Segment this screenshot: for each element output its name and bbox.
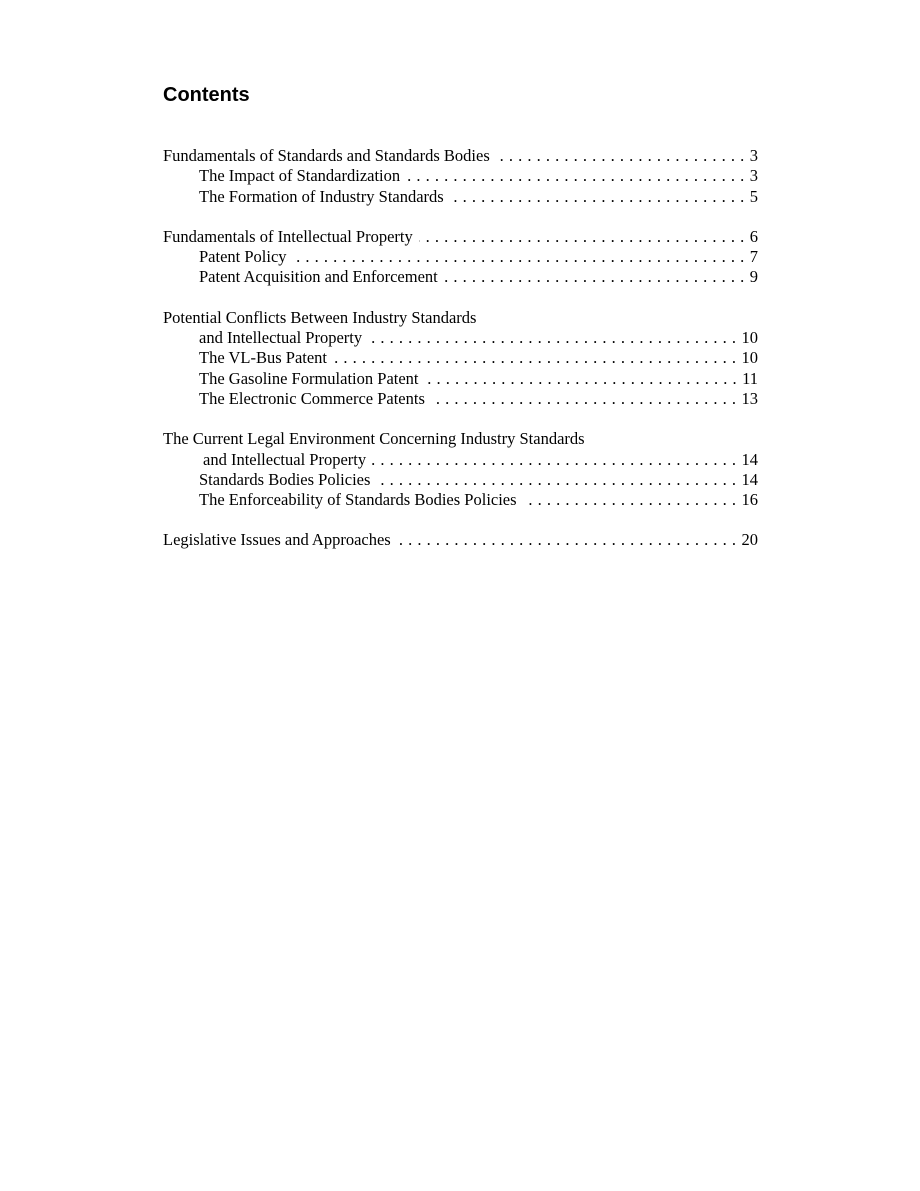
toc-entry-title: Potential Conflicts Between Industry Standards xyxy=(163,307,477,327)
toc-entry-title: Patent Acquisition and Enforcement xyxy=(199,267,438,287)
toc-subentry[interactable] xyxy=(163,166,758,186)
dot-leader xyxy=(406,166,745,186)
page-title: Contents xyxy=(163,84,250,106)
toc-subentry[interactable] xyxy=(163,490,758,510)
toc-entry-page: 11 xyxy=(742,368,758,388)
toc-entry-page: 5 xyxy=(749,186,758,206)
dot-leader xyxy=(496,146,745,166)
toc-entry-page: 9 xyxy=(749,267,758,287)
toc-subentry[interactable] xyxy=(163,389,758,409)
toc-entry-page: 20 xyxy=(741,530,758,550)
toc-entry[interactable] xyxy=(163,429,758,449)
dot-leader xyxy=(523,490,737,510)
toc-entry-title: Fundamentals of Standards and Standards Bodies xyxy=(163,146,490,165)
toc-entry-page: 10 xyxy=(741,328,758,348)
toc-entry-title: The VL-Bus Patent xyxy=(199,348,328,368)
toc-entry-continuation[interactable] xyxy=(163,450,758,470)
toc-entry-title: The Electronic Commerce Patents xyxy=(199,388,425,408)
toc-entry-title: The Enforceability of Standards Bodies Policies xyxy=(199,490,517,510)
toc-subentry[interactable] xyxy=(163,470,758,490)
toc-section xyxy=(163,308,758,409)
dot-leader xyxy=(376,470,736,490)
dot-leader xyxy=(397,530,737,550)
toc-entry-title: The Impact of Standardization xyxy=(199,166,401,186)
toc-section xyxy=(163,146,758,207)
toc-entry[interactable] xyxy=(163,146,758,166)
toc-entry-page: 6 xyxy=(749,226,758,246)
toc-entry-page: 14 xyxy=(741,469,758,489)
toc-entry-continuation[interactable] xyxy=(163,328,758,348)
toc-entry-page: 16 xyxy=(741,490,758,510)
toc-subentry[interactable] xyxy=(163,348,758,368)
toc-entry-title: The Formation of Industry Standards xyxy=(199,186,444,206)
toc-entry-page: 7 xyxy=(749,247,758,267)
toc-entry[interactable] xyxy=(163,227,758,247)
toc-subentry[interactable] xyxy=(163,267,758,287)
toc-entry-title: The Gasoline Formulation Patent xyxy=(199,368,419,388)
toc-entry-title: and Intellectual Property xyxy=(199,328,363,348)
dot-leader xyxy=(333,348,736,368)
table-of-contents xyxy=(163,146,758,571)
toc-entry[interactable] xyxy=(163,530,758,550)
toc-entry-title: Fundamentals of Intellectual Property xyxy=(163,226,413,246)
toc-entry-title: Patent Policy xyxy=(199,247,287,267)
toc-section xyxy=(163,429,758,510)
toc-entry-title: and Intellectual Property xyxy=(203,449,367,469)
dot-leader xyxy=(293,247,745,267)
toc-entry-title: The Current Legal Environment Concerning Industry Standards xyxy=(163,429,585,449)
toc-entry[interactable] xyxy=(163,308,758,328)
dot-leader xyxy=(372,450,736,470)
dot-leader xyxy=(450,187,745,207)
dot-leader xyxy=(419,227,745,247)
toc-entry-title: Legislative Issues and Approaches xyxy=(163,530,391,550)
toc-entry-page: 3 xyxy=(749,166,758,186)
toc-entry-page: 14 xyxy=(741,449,758,469)
toc-entry-page: 10 xyxy=(741,348,758,368)
dot-leader xyxy=(425,369,738,389)
toc-subentry[interactable] xyxy=(163,187,758,207)
toc-subentry[interactable] xyxy=(163,247,758,267)
toc-subentry[interactable] xyxy=(163,369,758,389)
dot-leader xyxy=(368,328,736,348)
toc-section xyxy=(163,227,758,288)
dot-leader xyxy=(431,389,737,409)
dot-leader xyxy=(444,267,745,287)
toc-entry-title: Standards Bodies Policies xyxy=(199,469,371,489)
toc-entry-page: 13 xyxy=(741,388,758,408)
toc-entry-page: 3 xyxy=(749,146,758,165)
toc-section xyxy=(163,530,758,550)
